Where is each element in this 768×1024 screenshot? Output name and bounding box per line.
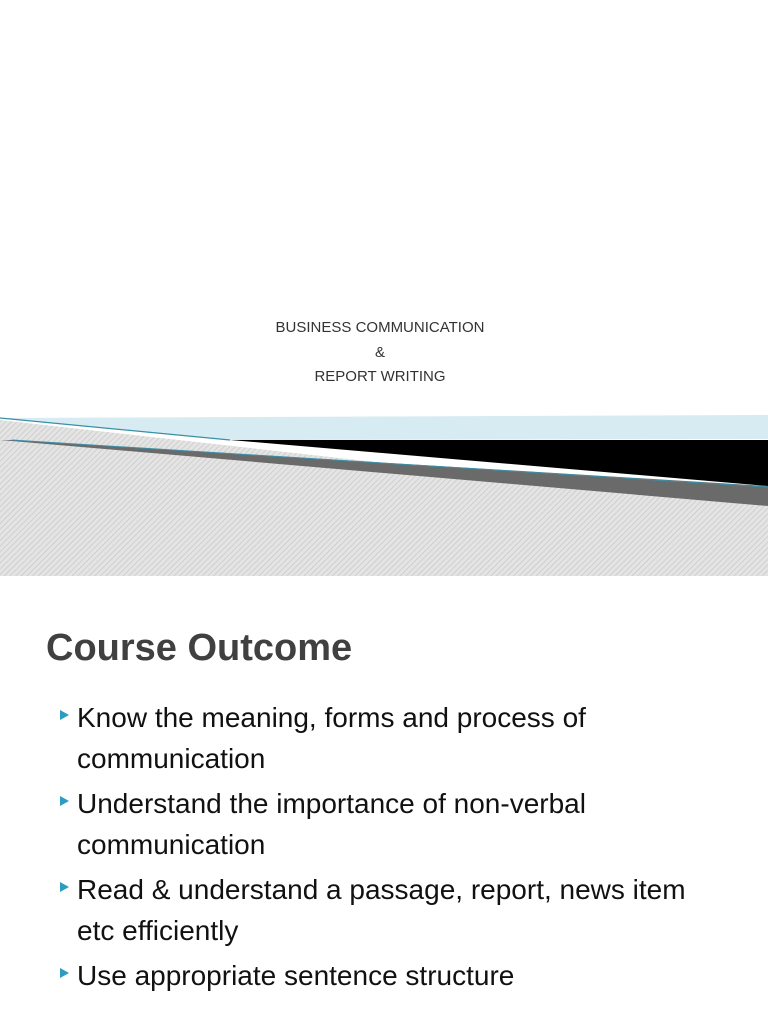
outcome-list [60, 697, 700, 1000]
bullet-arrow-icon [60, 710, 69, 720]
list-item-text: Understand the importance of non-verbal communication [77, 788, 586, 860]
title-line-2: & [374, 343, 385, 361]
list-item-text: Read & understand a passage, report, news item etc efficiently [77, 874, 686, 946]
list-item [60, 869, 700, 951]
slide-title [0, 316, 760, 390]
list-item-text: Use appropriate sentence structure [77, 960, 515, 991]
list-item [60, 697, 700, 779]
list-item-text: Know the meaning, forms and process of communication [77, 702, 586, 774]
list-item [60, 783, 700, 865]
decorative-wedge-graphic [0, 410, 768, 576]
bullet-arrow-icon [60, 882, 69, 892]
slide-heading: Course Outcome [46, 627, 353, 669]
bullet-arrow-icon [60, 796, 69, 806]
title-line-3: REPORT WRITING [314, 368, 446, 385]
bullet-arrow-icon [60, 968, 69, 978]
list-item [60, 955, 700, 996]
course-outcome-slide [0, 576, 768, 1024]
title-line-1: BUSINESS COMMUNICATION [275, 319, 485, 336]
